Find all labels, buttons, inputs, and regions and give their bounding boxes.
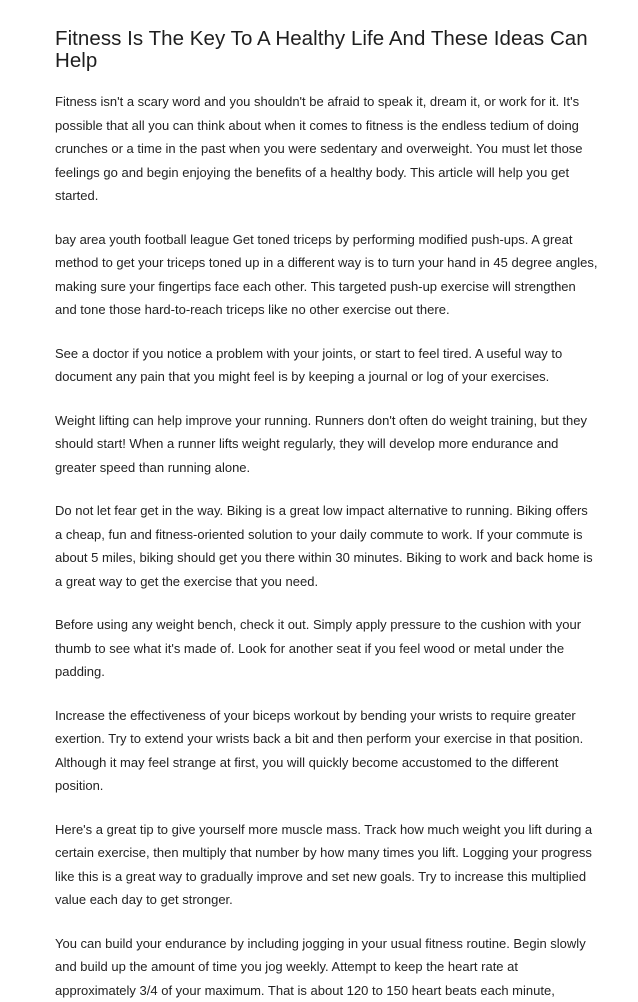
paragraph-3: See a doctor if you notice a problem with your joints, or start to feel tired. A useful way to document any pain that you might feel is by keeping a journal or log of your exercises. — [55, 342, 598, 389]
paragraph-4: Weight lifting can help improve your running. Runners don't often do weight training, but they should start! When a runner lifts weight regularly, they will develop more endurance and greater speed than running alone. — [55, 409, 598, 480]
document-title: Fitness Is The Key To A Healthy Life And These Ideas Can Help — [55, 28, 598, 72]
paragraph-7: Increase the effectiveness of your biceps workout by bending your wrists to require greater exertion. Try to extend your wrists back a bit and then perform your exercise in that position. Although it may feel strange at first, you will quickly become accustomed to the different position. — [55, 704, 598, 798]
paragraph-8: Here's a great tip to give yourself more muscle mass. Track how much weight you lift during a certain exercise, then multiply that number by how many times you lift. Logging your progress like this is a great way to gradually improve and set new goals. Try to increase this multiplied value each day to get stronger. — [55, 818, 598, 912]
paragraph-2: bay area youth football league Get toned triceps by performing modified push-ups. A great method to get your triceps toned up in a different way is to turn your hand in 45 degree angles, making sure your fingertips face each other. This targeted push-up exercise will strengthen and tone those hard-to-reach triceps like no other exercise out there. — [55, 228, 598, 322]
paragraph-9: You can build your endurance by including jogging in your usual fitness routine. Begin slowly and build up the amount of time you jog weekly. Attempt to keep the heart rate at approximately 3/4 of your maximum. That is about 120 to 150 heart beats each minute, — [55, 932, 598, 1002]
paragraph-5: Do not let fear get in the way. Biking is a great low impact alternative to running. Biking offers a cheap, fun and fitness-oriented solution to your daily commute to work. If your commute is about 5 miles, biking should get you there within 30 minutes. Biking to work and back home is a great way to get the exercise that you need. — [55, 499, 598, 593]
paragraph-6: Before using any weight bench, check it out. Simply apply pressure to the cushion with your thumb to see what it's made of. Look for another seat if you feel wood or metal under the padding. — [55, 613, 598, 684]
paragraph-1: Fitness isn't a scary word and you shouldn't be afraid to speak it, dream it, or work for it. It's possible that all you can think about when it comes to fitness is the endless tedium of doing crunches or a time in the past when you were sedentary and overweight. You must let those feelings go and begin enjoying the benefits of a healthy body. This article will help you get started. — [55, 90, 598, 208]
